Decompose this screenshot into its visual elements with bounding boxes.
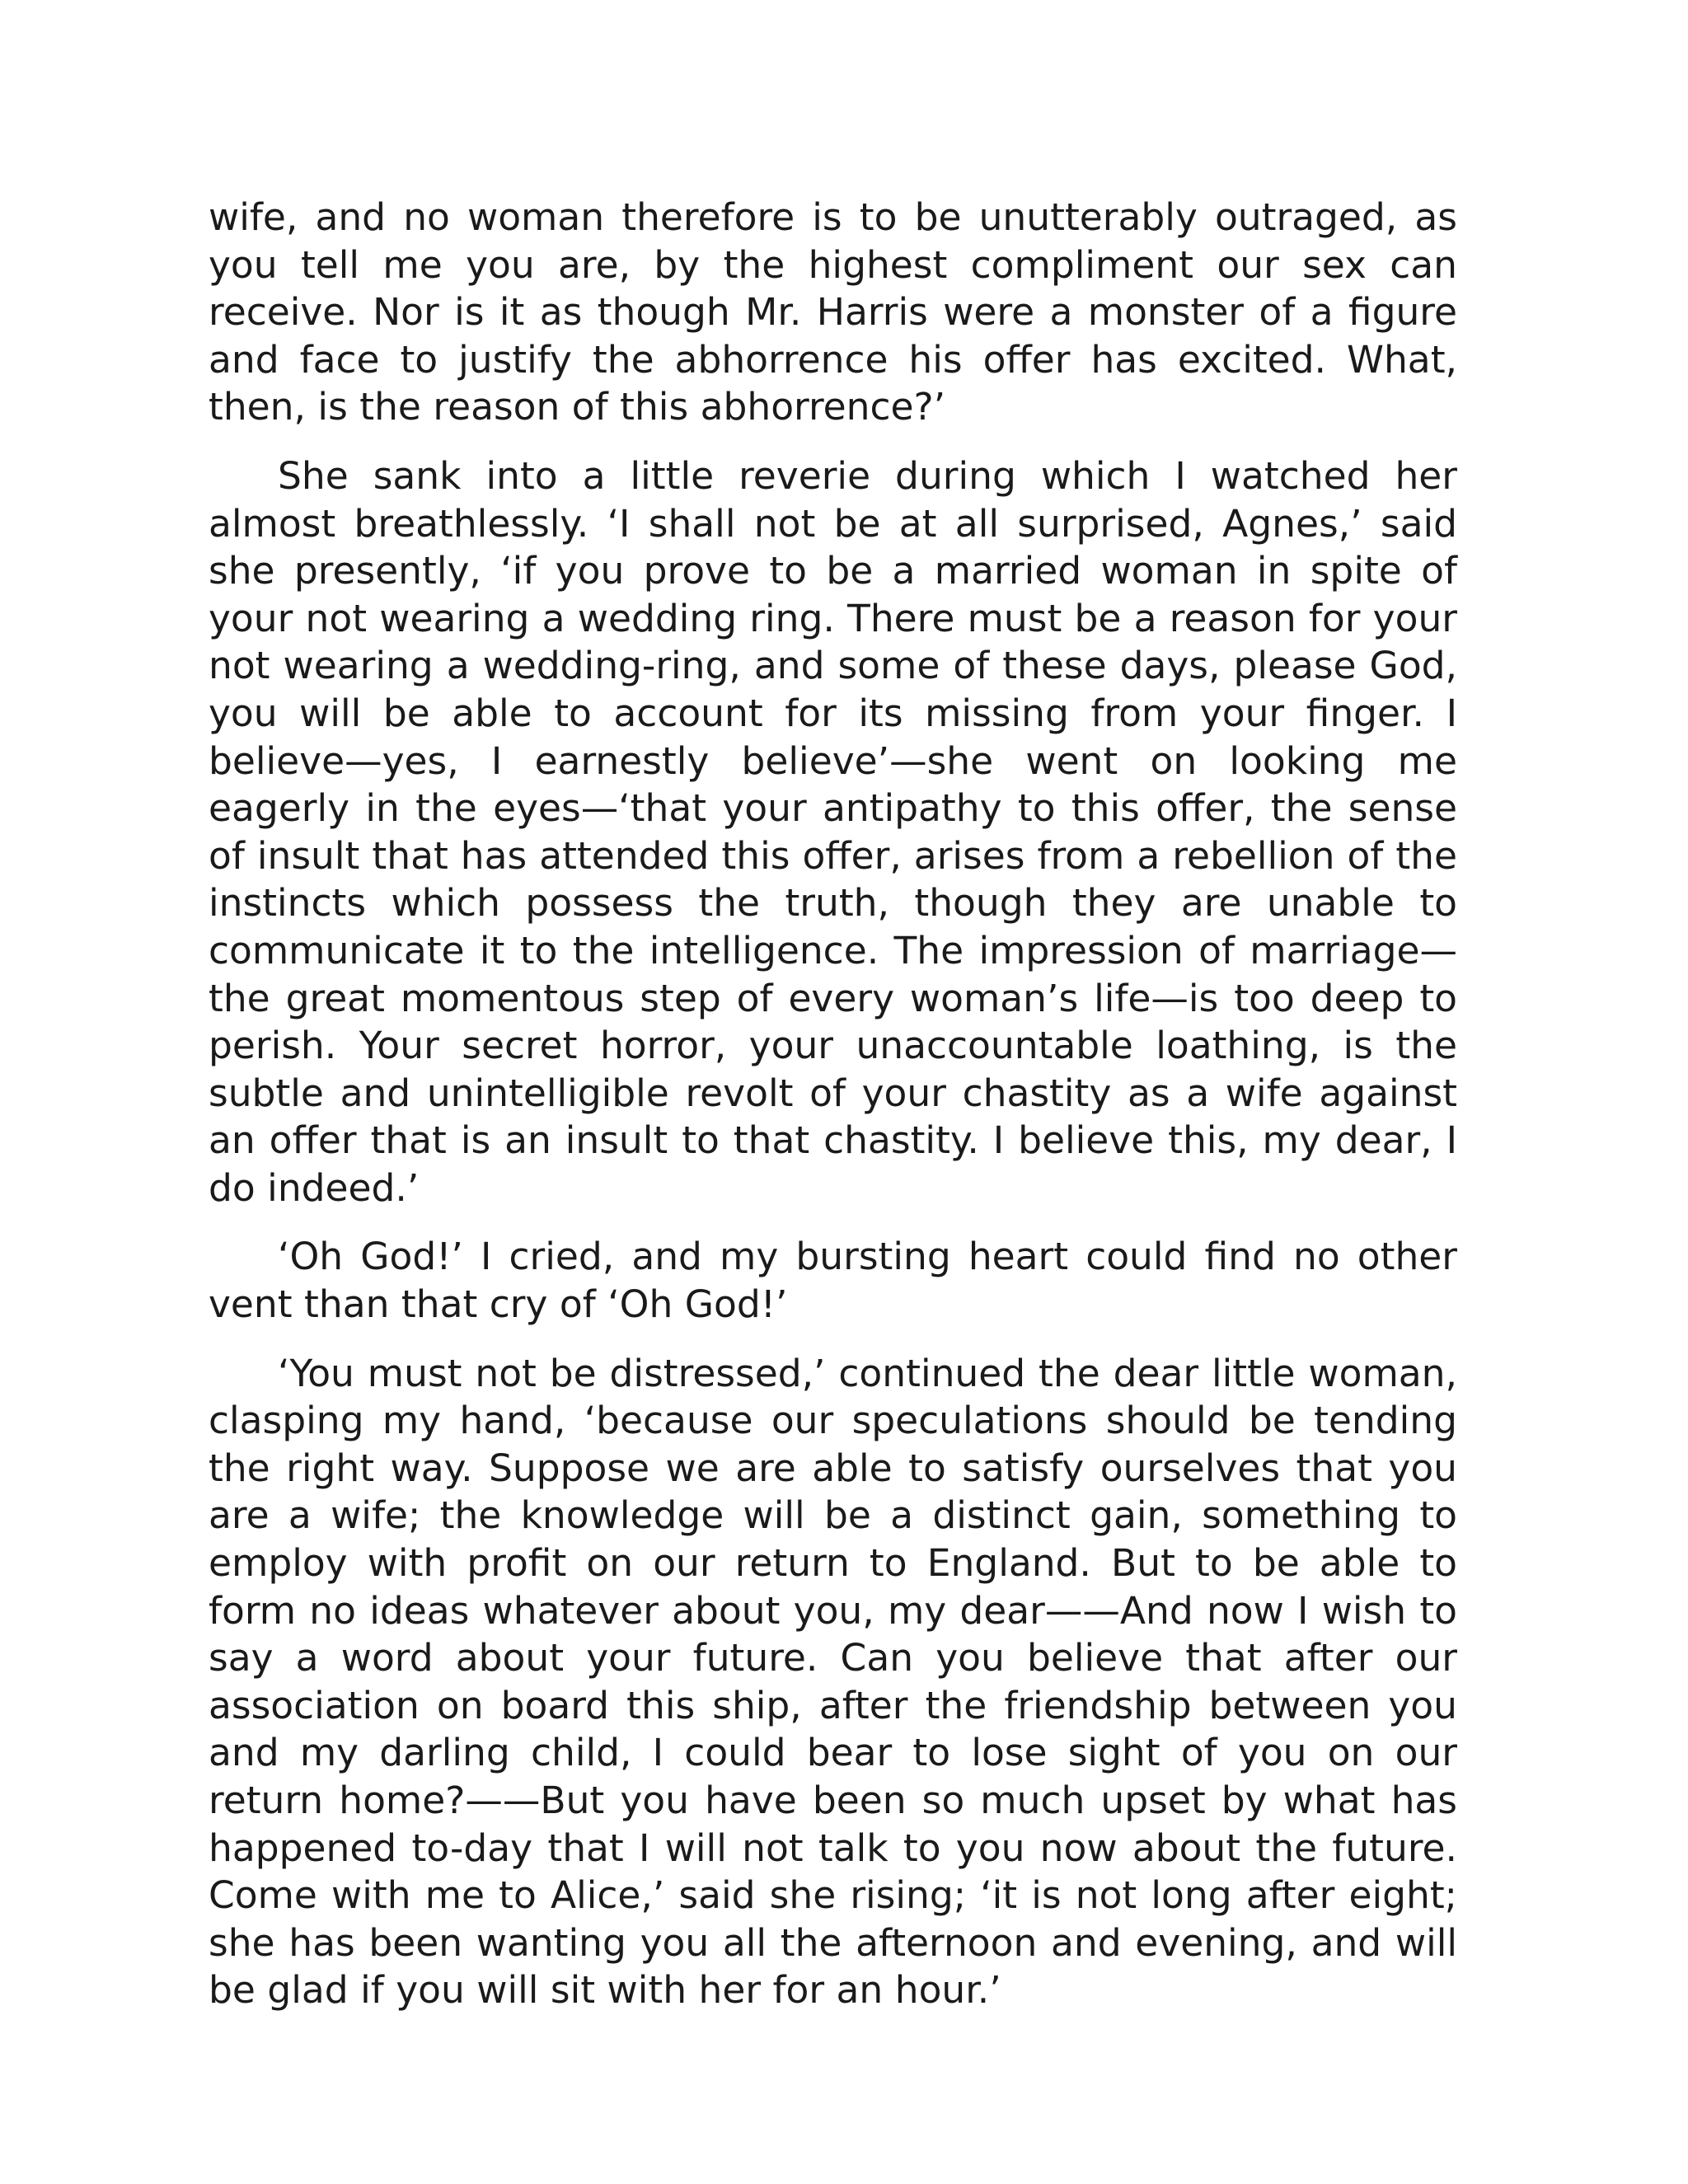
paragraph-1: wife, and no woman therefore is to be unutterably outraged, as you tell me you are, by the highest compliment our sex can receive. Nor is it as though Mr. Harris were a monster of a figure and face to justify the abhorrence his offer has excited. What, then, is the reason of this abhorrence?’ xyxy=(209,195,1457,429)
page-body xyxy=(209,194,1457,2036)
paragraph-3: ‘Oh God!’ I cried, and my bursting heart could find no other vent than that cry of ‘Oh God!’ xyxy=(209,1235,1457,1327)
paragraph-4: ‘You must not be distressed,’ continued the dear little woman, clasping my hand, ‘because our speculations should be tending the right way. Suppose we are able to satisfy ourselves that you are a wife; the knowledge will be a distinct gain, something to employ with profit on our return to England. But to be able to form no ideas whatever about you, my dear——And now I wish to say a word about your future. Can you believe that after our association on board this ship, after the friendship between you and my darling child, I could bear to lose sight of you on our return home?——But you have been so much upset by what has happened to-day that I will not talk to you now about the future. Come with me to Alice,’ said she rising; ‘it is not long after eight; she has been wanting you all the afternoon and evening, and will be glad if you will sit with her for an hour.’ xyxy=(209,1351,1457,2013)
paragraph-2: She sank into a little reverie during which I watched her almost breathlessly. ‘I shall not be at all surprised, Agnes,’ said she presently, ‘if you prove to be a married woman in spite of your not wearing a wedding ring. There must be a reason for your not wearing a wedding-ring, and some of these days, please God, you will be able to account for its missing from your finger. I believe—yes, I earnestly believe’—she went on looking me eagerly in the eyes—‘that your antipathy to this offer, the sense of insult that has attended this offer, arises from a rebellion of the instincts which possess the truth, though they are unable to communicate it to the intelligence. The impression of marriage—the great momentous step of every woman’s life—is too deep to perish. Your secret horror, your unaccountable loathing, is the subtle and unintelligible revolt of your chastity as a wife against an offer that is an insult to that chastity. I believe this, my dear, I do indeed.’ xyxy=(209,453,1457,1210)
